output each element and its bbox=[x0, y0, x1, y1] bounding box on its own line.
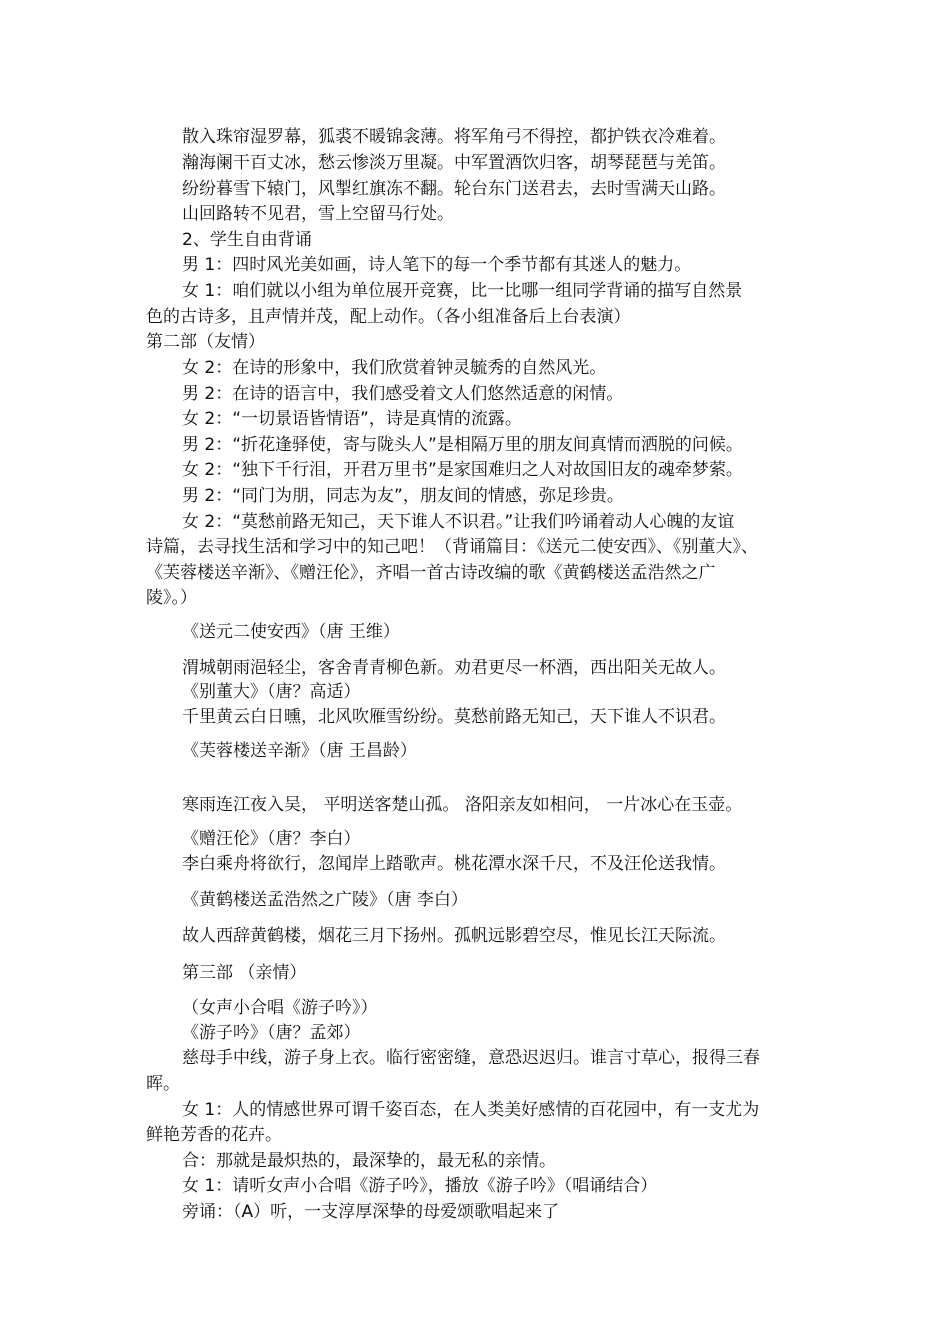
paragraph-line: 陵》。） bbox=[146, 588, 197, 608]
poem-line: 瀚海阑干百丈冰，愁云惨淡万里凝。中军置酒饮归客，胡琴琵琶与羌笛。 bbox=[182, 153, 726, 173]
poem-line: 李白乘舟将欲行，忽闻岸上踏歌声。桃花潭水深千尺，不及汪伦送我情。 bbox=[182, 854, 726, 874]
stage-direction: （女声小合唱《游子吟》） bbox=[182, 998, 378, 1018]
poem-title: 《芙蓉楼送辛渐》（唐 王昌龄） bbox=[182, 741, 417, 761]
dialogue-line: 女 2：“莫愁前路无知己，天下谁人不识君。”让我们吟诵着动人心魄的友谊 bbox=[182, 512, 735, 532]
poem-title: 《游子吟》（唐？孟郊） bbox=[182, 1023, 361, 1043]
part-heading: 第二部（友情） bbox=[146, 332, 265, 352]
poem-line: 渭城朝雨浥轻尘，客舍青青柳色新。劝君更尽一杯酒，西出阳关无故人。 bbox=[182, 658, 726, 678]
poem-line: 故人西辞黄鹤楼，烟花三月下扬州。孤帆远影碧空尽，惟见长江天际流。 bbox=[182, 926, 726, 946]
dialogue-line: 男 2：“同门为朋，同志为友”，朋友间的情感，弥足珍贵。 bbox=[182, 486, 624, 506]
dialogue-line: 男 1：四时风光美如画，诗人笔下的每一个季节都有其迷人的魅力。 bbox=[182, 255, 692, 275]
dialogue-line: 女 1：咱们就以小组为单位展开竞赛，比一比哪一组同学背诵的描写自然景 bbox=[182, 281, 743, 301]
section-heading: 2、学生自由背诵 bbox=[182, 230, 312, 250]
poem-line: 山回路转不见君，雪上空留马行处。 bbox=[182, 204, 454, 224]
dialogue-line: 女 2：在诗的形象中，我们欣赏着钟灵毓秀的自然风光。 bbox=[182, 358, 607, 378]
dialogue-line: 女 1：人的情感世界可谓千姿百态，在人类美好感情的百花园中，有一支尤为 bbox=[182, 1100, 760, 1120]
dialogue-line: 女 1：请听女声小合唱《游子吟》，播放《游子吟》（唱诵结合） bbox=[182, 1176, 658, 1196]
poem-line: 寒雨连江夜入吴， 平明送客楚山孤。 洛阳亲友如相问， 一片冰心在玉壶。 bbox=[182, 795, 743, 815]
dialogue-line: 合：那就是最炽热的，最深挚的，最无私的亲情。 bbox=[182, 1151, 556, 1171]
dialogue-line: 旁诵：（A）听，一支淳厚深挚的母爱颂歌唱起来了 bbox=[182, 1202, 560, 1222]
paragraph-line: 色的古诗多，且声情并茂，配上动作。（各小组准备后上台表演） bbox=[146, 307, 631, 327]
dialogue-line: 男 2：在诗的语言中，我们感受着文人们悠然适意的闲情。 bbox=[182, 384, 624, 404]
poem-title: 《赠汪伦》（唐？李白） bbox=[182, 829, 361, 849]
poem-title: 《黄鹤楼送孟浩然之广陵》（唐 李白） bbox=[182, 890, 468, 910]
paragraph-line: 诗篇，去寻找生活和学习中的知己吧！（背诵篇目：《送元二使安西》、《别董大》、 bbox=[146, 537, 758, 557]
part-heading: 第三部 （亲情） bbox=[182, 963, 307, 983]
poem-title: 《送元二使安西》（唐 王维） bbox=[182, 622, 400, 642]
poem-line: 晖。 bbox=[146, 1074, 180, 1094]
poem-title: 《别董大》（唐？高适） bbox=[182, 682, 361, 702]
dialogue-line: 女 2：“独下千行泪，开君万里书”是家国难归之人对故国旧友的魂牵梦萦。 bbox=[182, 460, 743, 480]
poem-line: 千里黄云白日曛，北风吹雁雪纷纷。莫愁前路无知己，天下谁人不识君。 bbox=[182, 707, 726, 727]
poem-line: 纷纷暮雪下辕门，风掣红旗冻不翻。轮台东门送君去，去时雪满天山路。 bbox=[182, 179, 726, 199]
dialogue-line: 男 2：“折花逢驿使，寄与陇头人”是相隔万里的朋友间真情而洒脱的问候。 bbox=[182, 435, 743, 455]
poem-line: 散入珠帘湿罗幕，狐裘不暖锦衾薄。将军角弓不得控，都护铁衣冷难着。 bbox=[182, 127, 726, 147]
poem-line: 慈母手中线，游子身上衣。临行密密缝，意恐迟迟归。谁言寸草心，报得三春 bbox=[182, 1048, 760, 1068]
dialogue-line: 女 2：“一切景语皆情语”，诗是真情的流露。 bbox=[182, 409, 522, 429]
paragraph-line: 《芙蓉楼送辛渐》、《赠汪伦》，齐唱一首古诗改编的歌《黄鹤楼送孟浩然之广 bbox=[146, 563, 716, 583]
paragraph-line: 鲜艳芳香的花卉。 bbox=[146, 1125, 282, 1145]
